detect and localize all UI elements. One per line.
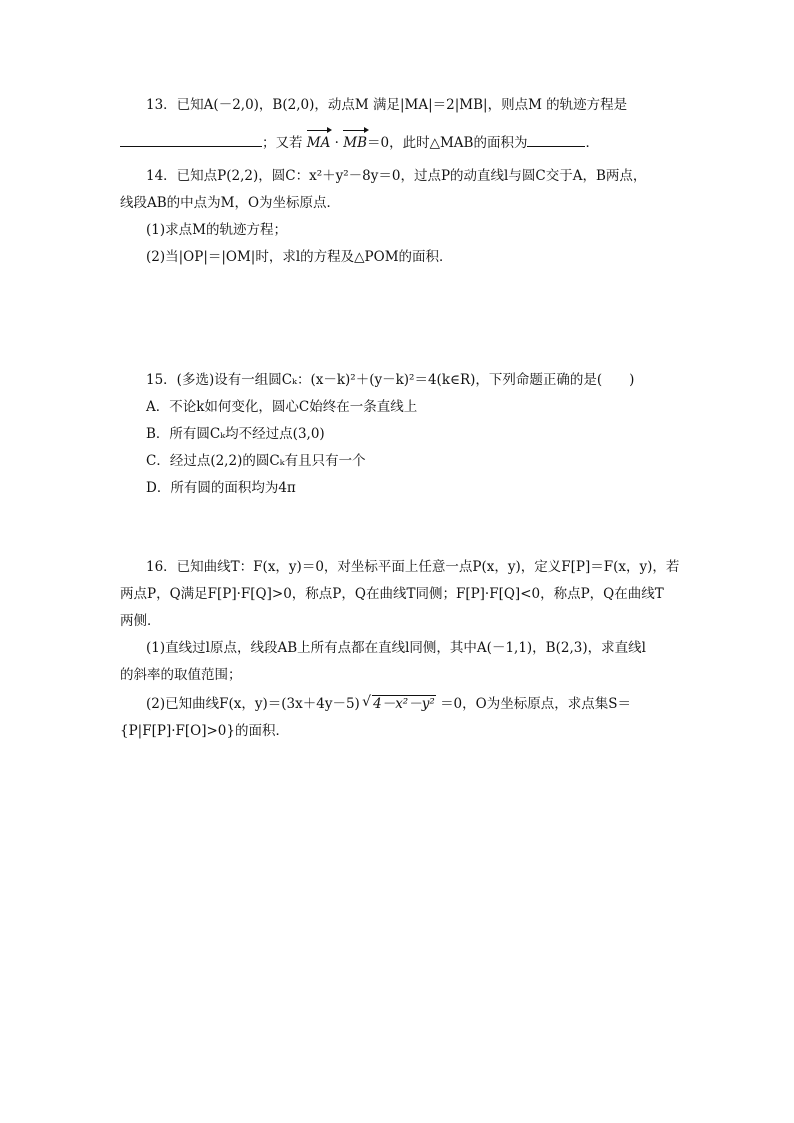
q16-line3: 两侧． [120,613,161,629]
q15-option-b: B．所有圆Cₖ均不经过点(3,0) [146,426,325,442]
q16-sub1-line2: 的斜率的取值范围； [120,667,242,683]
q16-sub2-post: ＝0，O为坐标原点，求点集S＝ [440,696,631,712]
q13-line2 [120,131,599,153]
q16-line1: 16．已知曲线T：F(x，y)＝0，对坐标平面上任意一点P(x，y)，定义F[P]＝F(x，y)，若 [146,559,680,575]
dot-operator: · [334,135,339,151]
square-root-expression [364,694,436,714]
radicand: 4－x²－y² [373,696,435,712]
q13-line2-end: ． [585,135,599,151]
q14-line1: 14．已知点P(2,2)，圆C：x²＋y²－8y＝0，过点P的动直线l与圆C交于A，B两点， [146,168,647,184]
q15-option-a: A．不论k如何变化，圆心C始终在一条直线上 [146,399,418,415]
q16-sub2-pre: (2)已知曲线F(x，y)＝(3x＋4y－5) [146,696,360,712]
q14-line2: 线段AB的中点为M，O为坐标原点． [120,195,341,211]
q15-option-d: D．所有圆的面积均为4π [146,480,296,496]
q16-sub1-line1: (1)直线过l原点，线段AB上所有点都在直线l同侧，其中A(－1,1)，B(2,3)，求直线l [146,640,646,656]
q13-answer-blank-1[interactable] [120,131,262,147]
q13-line2-mid: ；又若 [262,135,303,151]
q13-line1: 13．已知A(－2,0)，B(2,0)，动点M 满足|MA|＝2|MB|，则点M 的轨迹方程是 [146,97,628,113]
q14-sub1: (1)求点M的轨迹方程； [146,222,287,238]
q14-sub2: (2)当|OP|＝|OM|时，求l的方程及△POM的面积． [146,249,453,265]
q15-stem: 15．(多选)设有一组圆Cₖ：(x－k)²＋(y－k)²＝4(k∈R)，下列命题正确的是( ) [146,372,635,388]
vector-mb: MB [343,135,368,151]
q16-sub2-line1 [146,694,631,714]
q16-line2: 两点P，Q满足F[P]·F[Q]>0，称点P，Q在曲线T同侧；F[P]·F[Q]<0，称点P，Q在曲线T [120,586,664,602]
q16-sub2-line2: {P|F[P]·F[O]>0}的面积． [120,723,289,739]
q13-line2-tail: ＝0，此时△MAB的面积为 [367,135,528,151]
q13-answer-blank-2[interactable] [527,131,585,147]
q15-option-c: C．经过点(2,2)的圆Cₖ有且只有一个 [146,453,366,469]
vector-ma: MA [306,135,331,151]
